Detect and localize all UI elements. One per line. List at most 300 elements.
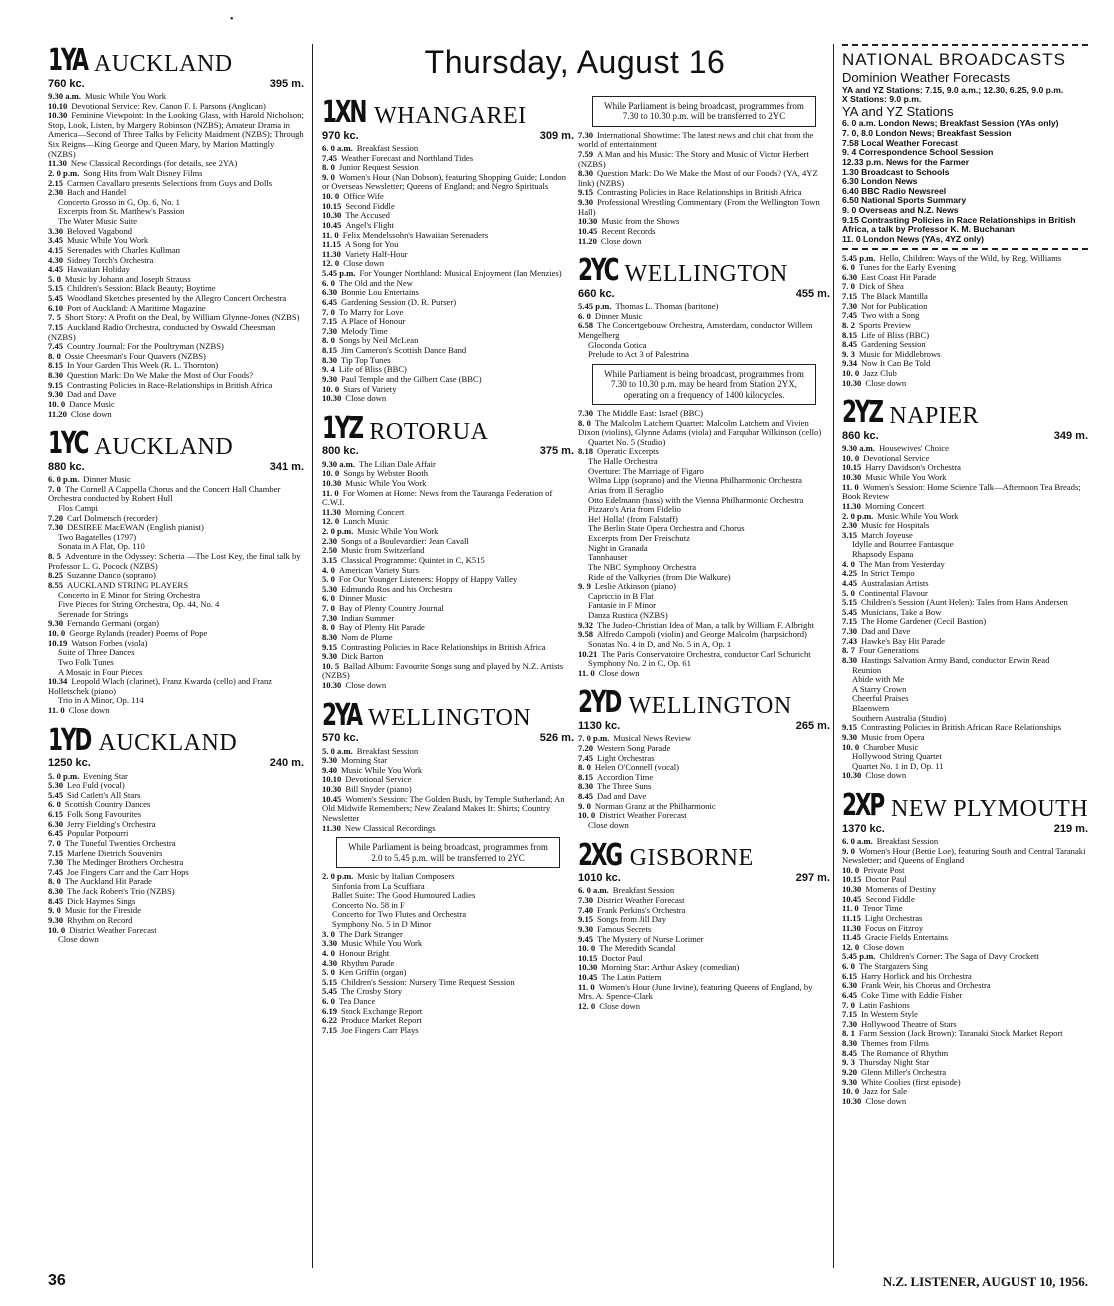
programme-title: Idylle and Bourree Fantasque (852, 539, 954, 550)
programme-time: 10.10 (48, 100, 68, 111)
programme-title: The Water Music Suite (58, 216, 138, 227)
station-callsign: 1YA (48, 44, 87, 78)
programme-title: Leopold Wlach (clarinet), Franz Kwarda (cello) and Franz Holletschek (piano) (48, 676, 273, 696)
programme-title: Tannhauser (588, 552, 628, 563)
programme-title: Suite of Three Dances (58, 647, 135, 658)
programme-time: 6. 0 (322, 277, 335, 288)
programme-title: Jazz for Sale (863, 1086, 908, 1097)
programme-title: Morning Concert (344, 506, 405, 517)
programme-time: 10. 0 (322, 191, 340, 202)
programme-time: 10.15 (842, 462, 862, 473)
programme-title: Thomas L. Thomas (baritone) (615, 301, 719, 312)
programme-title: Music from Opera (861, 731, 925, 742)
programme-title: Hastings Salvation Army Band, conductor Erwin Read (861, 654, 1050, 665)
programme-title: Ballet Suite: The Good Humoured Ladies (332, 890, 476, 901)
programme-title: Music for Middlebrows (858, 348, 941, 359)
programme-title: The Home Gardener (Cecil Bastion) (861, 616, 987, 627)
station-frequency: 1250 kc. (48, 757, 91, 770)
station-frequency: 860 kc. (842, 429, 879, 442)
national-line: 6. 0 a.m. London News; Breakfast Session (YAs only) (842, 118, 1059, 129)
programme-title: Moments of Destiny (865, 884, 936, 895)
programme-title: The Crosby Story (341, 986, 403, 997)
programme-title: Latin Fashions (858, 999, 910, 1010)
programme-title: Frank Weir, his Chorus and Orchestra (861, 980, 991, 991)
parliament-notice: While Parliament is being broadcast, programmes from 7.30 to 10.30 p.m. may be heard from Station 2YX, operating on a frequency of 1400 kilocycles. (592, 364, 816, 405)
programme-title: Question Mark: Do We Make the Most of our Foods? (YA, 4YZ link) (NZBS) (578, 168, 818, 188)
programme-title: Folk Song Favourites (67, 809, 142, 820)
programme-title: The Lilian Dale Affair (358, 458, 436, 469)
column-2 (322, 96, 574, 1266)
station-wavelength: 297 m. (795, 872, 830, 885)
programme-title: Sid Catlett's All Stars (67, 789, 141, 800)
programme-title: The Jack Robert's Trio (NZBS) (67, 886, 175, 897)
station-header-1yc (48, 427, 304, 473)
programme-title: Harry Horlick and his Orchestra (861, 970, 972, 981)
programme-title: Contrasting Policies in Race-Relationships in British Africa (67, 379, 273, 390)
programme-time: 11. 0 (322, 229, 339, 240)
programme-title: Women's Session: Home Science Talk—Afternoon Tea Breads; Book Review (842, 481, 1081, 502)
programme-time: 5.45 p.m. (322, 268, 356, 279)
programme-item (322, 489, 574, 508)
programme-title: Stars of Variety (343, 383, 397, 394)
programme-time: 9. 3 (842, 1057, 855, 1068)
programme-title: Symphony No. 5 in D Minor (332, 919, 432, 930)
programme-title: Trio in A Minor, Op. 114 (58, 695, 144, 706)
programme-time: 9.30 (842, 1076, 858, 1087)
station-wavelength: 219 m. (1053, 822, 1088, 835)
programme-title: A Place of Honour (341, 316, 406, 327)
programme-title: George Rylands (reader) Poems of Pope (69, 628, 208, 639)
programme-list (842, 254, 1088, 389)
weather-title: Dominion Weather Forecasts (842, 70, 1011, 86)
programme-title: Cheerful Praises (852, 693, 909, 704)
programme-title: Private Post (863, 864, 905, 875)
station-frequency: 570 kc. (322, 732, 359, 745)
programme-title: Close down (865, 770, 907, 781)
programme-title: The Black Mantilla (861, 291, 928, 301)
programme-item (322, 394, 574, 404)
programme-time: 4. 0 (322, 947, 335, 958)
programme-title: Morning Star (341, 755, 388, 766)
programme-title: The Medinger Brothers Orchestra (67, 857, 184, 868)
programme-time: 11.15 (842, 912, 861, 923)
programme-title: Famous Secrets (597, 923, 652, 934)
programme-title: Thursday Night Star (858, 1057, 930, 1068)
station-header-1ya (48, 44, 304, 90)
programme-title: Children's Corner: The Saga of Davy Crockett (879, 951, 1039, 962)
programme-time: 7.45 (842, 310, 858, 321)
programme-list (578, 409, 830, 679)
station-callsign: 2YA (322, 697, 361, 733)
programme-time: 10.30 (48, 110, 68, 121)
programme-title: Hello, Children: Ways of the Wild, by Reg. Williams (879, 252, 1062, 263)
station-header-2xp (842, 789, 1088, 835)
programme-time: 7.15 (48, 321, 64, 332)
programme-time: 2. 0 p.m. (842, 510, 874, 521)
programme-time: 3.45 (48, 235, 64, 246)
programme-time: 4.25 (842, 568, 858, 579)
programme-time: 12. 0 (842, 941, 860, 952)
programme-title: Ride of the Valkyries (from Die Walkure) (588, 571, 731, 582)
programme-time: 10.30 (322, 210, 342, 221)
print-mark: • (230, 14, 234, 25)
parliament-notice: While Parliament is being broadcast, programmes from 7.30 to 10.30 p.m. will be transferred to 2YC (592, 96, 816, 127)
programme-list (48, 475, 304, 716)
column-3 (578, 96, 830, 1266)
programme-title: Joe Fingers Carr and the Carr Hops (67, 866, 189, 877)
programme-time: 4.30 (48, 254, 64, 265)
publication-line: N.Z. LISTENER, AUGUST 10, 1956. (882, 1274, 1088, 1289)
programme-title: Serenade for Strings (58, 608, 129, 619)
programme-time: 6. 0 a.m. (842, 835, 873, 846)
programme-time: 5.30 (322, 583, 338, 594)
programme-title: Breakfast Session (612, 885, 675, 896)
national-broadcasts (842, 44, 1088, 250)
programme-title: Breakfast Session (356, 745, 419, 756)
programme-title: Themes from Films (861, 1038, 929, 1049)
programme-title: Hawke's Bay Hit Parade (861, 635, 945, 646)
programme-title: Southern Australia (Studio) (852, 712, 947, 723)
programme-list (578, 302, 830, 360)
programme-time: 7.40 (578, 904, 594, 915)
programme-title: The Meredith Scandal (599, 943, 676, 954)
programme-time: 11. 0 (578, 667, 595, 678)
programme-title: Dad and Dave (597, 791, 647, 802)
programme-item (578, 419, 830, 438)
programme-title: Tea Dance (338, 996, 376, 1007)
programme-time: 12. 0 (578, 1000, 596, 1011)
programme-title: Dad and Dave (67, 389, 117, 400)
programme-title: Close down (865, 377, 907, 388)
programme-time: 6.19 (322, 1005, 338, 1016)
programme-time: 5. 0 (322, 967, 335, 978)
programme-time: 6. 0 (48, 799, 61, 810)
programme-title: The NBC Symphony Orchestra (588, 561, 697, 572)
programme-time: 6.30 (842, 271, 858, 282)
programme-time: 8.45 (48, 895, 64, 906)
programme-time: 7.45 (578, 752, 594, 763)
station-wavelength: 526 m. (539, 732, 574, 745)
programme-title: Not for Publication (861, 300, 928, 311)
programme-title: Music While You Work (865, 472, 947, 483)
programme-title: Women's Hour (Bettie Loe), featuring South and Central Taranaki Newsletter; and Queens of England (842, 845, 1086, 866)
programme-time: 6. 0 a.m. (322, 142, 353, 153)
station-header-1yz (322, 412, 574, 458)
station-wavelength: 349 m. (1053, 429, 1088, 442)
programme-title: District Weather Forecast (599, 810, 687, 821)
programme-time: 11.30 (48, 158, 67, 169)
programme-time: 6. 0 (322, 593, 335, 604)
programme-title: Gardening Session (861, 339, 926, 350)
programme-title: Arias from Il Seraglio (588, 484, 664, 495)
programme-title: Four Generations (858, 645, 919, 656)
programme-title: Prelude to Act 3 of Palestrina (588, 349, 689, 360)
programme-title: Dick Barton (341, 651, 384, 662)
programme-time: 5.45 (842, 606, 858, 617)
programme-title: The Man from Yesterday (858, 558, 945, 569)
programme-title: Close down (599, 1000, 641, 1011)
programme-time: 9.40 (322, 764, 338, 775)
programme-title: Sidney Torch's Orchestra (67, 254, 154, 265)
programme-time: 8.30 (578, 168, 594, 179)
programme-title: New Classical Recordings (for details, see 2YA) (70, 158, 238, 169)
programme-item (48, 111, 304, 159)
programme-title: Contrasting Policies in Race Relationships in British Africa (597, 187, 802, 198)
programme-title: Excerpts from St. Matthew's Passion (58, 206, 185, 217)
programme-time: 9.20 (842, 1066, 858, 1077)
programme-time: 3.15 (842, 529, 858, 540)
programme-title: Concerto No. 58 in F (332, 899, 405, 910)
programme-item (322, 173, 574, 192)
programme-title: Morning Concert (864, 500, 925, 511)
programme-title: Music by Italian Composers (357, 870, 455, 881)
programme-title: Songs by Neil McLean (338, 335, 419, 346)
parliament-notice: While Parliament is being broadcast, programmes from 2.0 to 5.45 p.m. will be transferred to 2YC (336, 837, 560, 868)
programme-title: Music While You Work (345, 477, 427, 488)
programme-title: Farm Session (Jack Brown): Taranaki Stock Market Report (858, 1028, 1063, 1039)
station-callsign: 2YC (578, 253, 618, 289)
station-wavelength: 455 m. (795, 287, 830, 300)
programme-title: East Coast Hit Parade (861, 271, 937, 282)
programme-title: Indian Summer (341, 612, 395, 623)
programme-time: 11.45 (842, 932, 861, 943)
programme-title: Junior Request Session (338, 162, 419, 173)
programme-title: Leslie Atkinson (piano) (594, 581, 677, 592)
programme-title: Blaenwern (852, 703, 890, 714)
programme-time: 5.45 (322, 986, 338, 997)
weather-line: YA and YZ Stations: 7.15, 9.0 a.m.; 12.30, 6.25, 9.0 p.m. (842, 84, 1064, 95)
programme-time: 8.18 (578, 446, 594, 457)
programme-item (578, 1002, 830, 1012)
station-name: AUCKLAND (98, 730, 238, 757)
programme-item (48, 410, 304, 420)
national-line: 7. 0, 8.0 London News; Breakfast Session (842, 128, 1012, 138)
programme-time: 9.30 (48, 618, 64, 629)
programme-time: 7.30 (48, 857, 64, 868)
programme-title: Norman Granz at the Philharmonic (594, 800, 716, 811)
national-title: NATIONAL BROADCASTS (842, 44, 1088, 69)
programme-item (578, 983, 830, 1002)
programme-title: Dad and Dave (861, 626, 911, 637)
programme-title: Continental Flavour (858, 587, 928, 598)
programme-title: Devotional Service (863, 452, 930, 463)
programme-title: Serenades with Charles Kullman (67, 244, 180, 255)
programme-time: 10. 0 (48, 924, 66, 935)
programme-title: Country Journal: For the Poultryman (NZBS) (67, 341, 224, 352)
station-header-1yd (48, 724, 304, 770)
programme-title: Joe Fingers Carr Plays (341, 1024, 419, 1035)
programme-title: Music While You Work (84, 90, 167, 101)
programme-time: 10.34 (48, 676, 68, 687)
station-wavelength: 375 m. (539, 445, 574, 458)
programme-title: Music for Hospitals (861, 520, 930, 531)
programme-title: Helen O'Connell (vocal) (594, 762, 680, 773)
programme-title: Music While You Work (877, 510, 959, 521)
national-line: 9. 4 Correspondence School Session (842, 147, 994, 158)
programme-time: 10.21 (578, 648, 598, 659)
programme-title: Morning Star: Arthur Askey (comedian) (601, 962, 740, 973)
programme-item (48, 706, 304, 716)
programme-time: 9. 9 (578, 581, 591, 592)
programme-time: 10. 0 (842, 368, 860, 378)
page-title: Thursday, August 16 (424, 44, 726, 80)
station-name: WELLINGTON (624, 260, 788, 287)
programme-title: The Three Suns (597, 781, 652, 792)
programme-time: 9.30 (578, 197, 594, 208)
programme-time: 8. 0 (578, 762, 591, 773)
programme-time: 7.30 (578, 895, 594, 906)
programme-item (842, 379, 1088, 389)
programme-title: The Paris Conservatoire Orchestra, conductor Carl Schuricht (601, 648, 811, 659)
programme-time: 9. 0 (842, 845, 855, 856)
programme-title: Accordion Time (597, 771, 654, 782)
programme-time: 2.30 (842, 520, 858, 531)
programme-item (842, 847, 1088, 866)
programme-time: 11.30 (322, 248, 341, 259)
programme-time: 3.30 (322, 938, 338, 949)
programme-list (578, 131, 830, 247)
station-callsign: 1XN (322, 96, 366, 130)
programme-title: For Younger Northland: Musical Enjoyment (Ian Menzies) (359, 268, 562, 279)
programme-item (578, 237, 830, 247)
programme-title: Songs by Webster Booth (343, 468, 429, 479)
programme-list (842, 837, 1088, 1107)
programme-title: Beloved Vagabond (67, 225, 133, 236)
programme-title: International Showtime: The latest news and chit chat from the world of entertainment (578, 129, 814, 150)
programme-title: He! Holla! (from Falstaff) (588, 513, 678, 524)
programme-time: 9.58 (578, 629, 594, 640)
programme-title: Fantasie in F Minor (588, 600, 657, 611)
programme-time: 10.30 (842, 884, 862, 895)
station-callsign: 2XP (842, 788, 884, 824)
programme-time: 4. 0 (322, 564, 335, 575)
programme-time: 8.30 (322, 354, 338, 365)
programme-title: Alfredo Campoli (violin) and George Malcolm (harpsichord) (597, 629, 807, 640)
programme-title: Chamber Music (863, 741, 919, 752)
programme-time: 7.45 (48, 866, 64, 877)
programme-title: Hawaiian Holiday (67, 264, 130, 275)
programme-title: District Weather Forecast (69, 924, 157, 935)
programme-time: 9.30 (322, 755, 338, 766)
programme-time: 10.30 (322, 393, 342, 404)
programme-time: 7.15 (842, 1009, 858, 1020)
programme-time: 9.30 (322, 651, 338, 662)
programme-time: 8. 0 (322, 335, 335, 346)
programme-list (578, 886, 830, 1011)
programme-title: Close down (863, 941, 905, 952)
programme-title: Western Song Parade (597, 742, 671, 753)
programme-time: 10.30 (842, 1095, 862, 1106)
programme-title: March Joyeuse (861, 529, 913, 540)
programme-time: 11. 0 (322, 487, 339, 498)
programme-time: 7.20 (578, 742, 594, 753)
programme-title: Variety Half-Hour (344, 248, 408, 259)
programme-time: 10.30 (842, 770, 862, 781)
programme-time: 10.30 (322, 680, 342, 691)
programme-title: Wilma Lipp (soprano) and the Vienna Philharmonic Orchestra (588, 475, 802, 486)
national-line: 6.40 BBC Radio Newsreel (842, 185, 947, 196)
programme-time: 10. 0 (842, 864, 860, 875)
programme-title: Song Hits from Walt Disney Films (83, 167, 203, 178)
programme-title: The Mystery of Nurse Lorimer (597, 933, 704, 944)
programme-time: 4. 0 (842, 558, 855, 569)
station-frequency: 1130 kc. (578, 719, 621, 732)
programme-time: 11. 0 (578, 981, 595, 992)
station-wavelength: 240 m. (269, 757, 304, 770)
programme-title: Life of Bliss (BBC) (861, 329, 930, 340)
programme-title: Music While You Work (67, 235, 149, 246)
programme-title: Breakfast Session (356, 142, 419, 153)
programme-title: Sonata in A Flat, Op. 110 (58, 541, 145, 552)
programme-time: 8. 0 (322, 162, 335, 173)
programme-time: 10. 5 (322, 660, 340, 671)
programme-title: Ossie Cheesman's Four Quavers (NZBS) (64, 350, 206, 361)
programme-title: Reunion (852, 664, 882, 675)
station-name: AUCKLAND (94, 433, 234, 460)
programme-title: Doctor Paul (865, 874, 907, 885)
programme-title: Devotional Service: Rev. Canon F. I. Parsons (Anglican) (71, 100, 266, 111)
programme-title: Breakfast Session (876, 835, 939, 846)
programme-title: Australasian Artists (861, 577, 929, 588)
programme-time: 7.15 (842, 616, 858, 627)
weather-line: X Stations: 9.0 p.m. (842, 94, 922, 105)
programme-time: 2. 0 p.m. (322, 870, 354, 881)
programme-title: Harry Davidson's Orchestra (865, 462, 961, 473)
programme-time: 10. 0 (578, 943, 596, 954)
programme-item (322, 824, 574, 834)
programme-title: Close down (58, 934, 99, 945)
programme-time: 10.30 (578, 216, 598, 227)
programme-time: 11.20 (578, 235, 597, 246)
programme-title: Recent Records (601, 225, 656, 236)
programme-title: Lunch Music (343, 516, 389, 527)
programme-time: 12. 0 (322, 258, 340, 269)
programme-time: 6. 0 (578, 310, 591, 321)
programme-time: 7.15 (842, 291, 858, 301)
programme-title: Close down (345, 680, 387, 691)
programme-list (48, 772, 304, 945)
programme-title: For Women at Home: News from the Tauranga Federation of C.W.I. (322, 487, 553, 508)
programme-title: Marlene Dietrich Souvenirs (67, 847, 163, 858)
programme-item (48, 677, 304, 696)
programme-title: Hollywood String Quartet (852, 751, 942, 762)
programme-title: Quartet No. 1 in D, Op. 11 (852, 760, 944, 771)
programme-time: 6.30 (48, 818, 64, 829)
station-wavelength: 309 m. (539, 129, 574, 142)
programme-item (48, 485, 304, 504)
programme-time: 6. 0 p.m. (48, 474, 80, 485)
programme-title: A Starry Crown (852, 683, 907, 694)
programme-time: 9.15 (842, 722, 858, 733)
programme-time: 10. 0 (578, 810, 596, 821)
programme-item (322, 662, 574, 681)
programme-title: Pizzaro's Aria from Fidelio (588, 504, 681, 515)
programme-list (322, 872, 574, 1036)
programme-time: 9.30 a.m. (322, 458, 355, 469)
programme-title: New Classical Recordings (344, 822, 436, 833)
programme-title: Contrasting Policies in British African Race Relationships (861, 722, 1062, 733)
programme-time: 6.45 (322, 296, 338, 307)
programme-time: 8.45 (842, 339, 858, 350)
programme-title: Scottish Country Dances (64, 799, 151, 810)
programme-time: 5.15 (48, 283, 64, 294)
programme-title: Question Mark: Do We Make the Most of Our Foods? (67, 370, 254, 381)
programme-title: Dinner Music (83, 474, 131, 485)
programme-time: 7. 0 (322, 603, 335, 614)
station-header-2ya (322, 699, 574, 745)
programme-time: 9.30 a.m. (48, 90, 81, 101)
station-frequency: 880 kc. (48, 460, 85, 473)
